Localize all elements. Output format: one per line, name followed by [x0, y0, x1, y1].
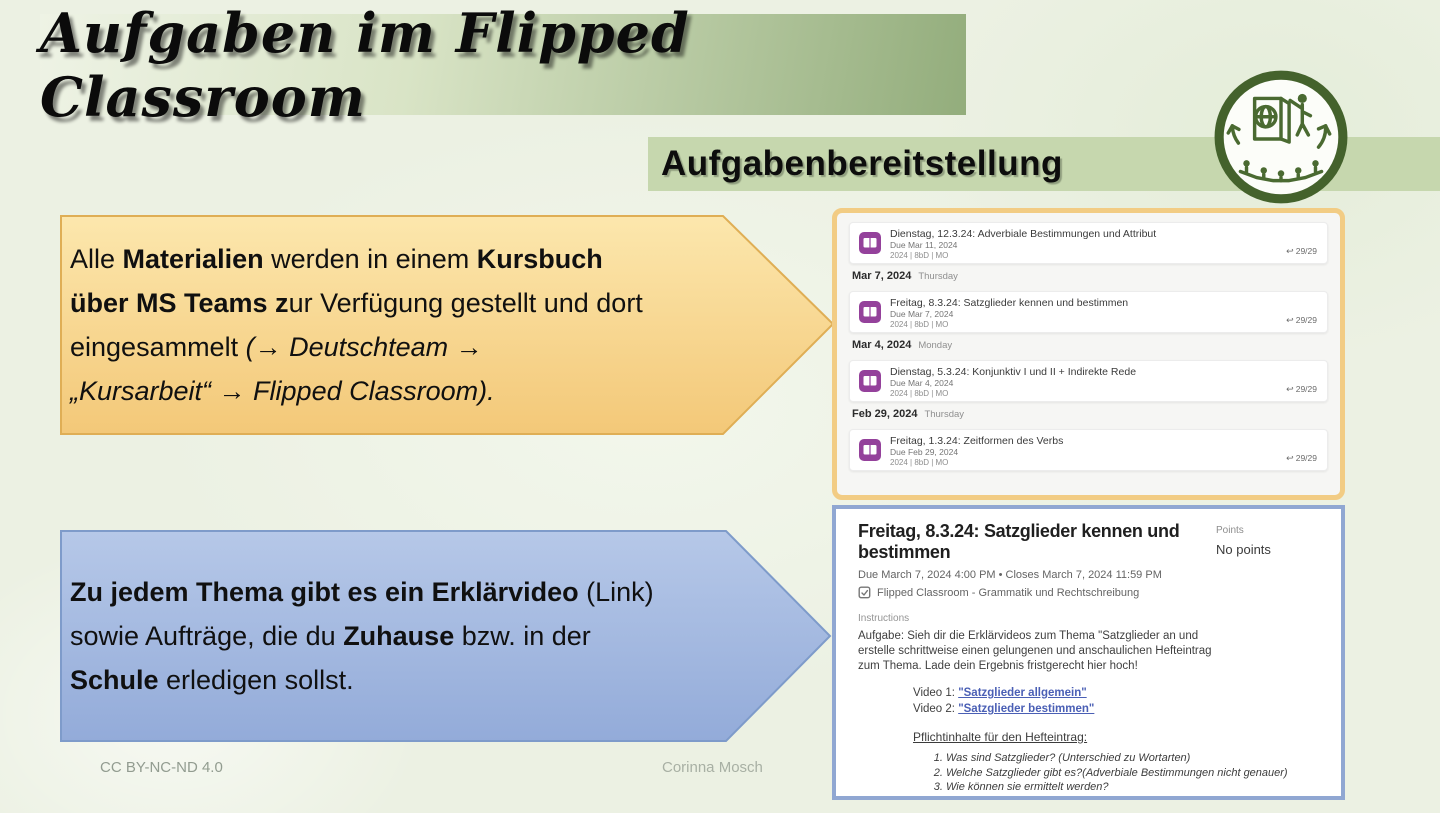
required-item: 2. Welche Satzglieder gibt es?(Adverbiale Bestimmungen nicht genauer) — [946, 766, 1325, 781]
assignment-card[interactable] — [849, 429, 1328, 471]
flipped-classroom-logo — [1210, 66, 1352, 208]
required-item: 3. Wie können sie ermittelt werden? — [946, 780, 1325, 795]
required-item: 1. Was sind Satzglieder? (Unterschied zu Wortarten) — [946, 751, 1325, 766]
instructions-label: Instructions — [858, 613, 910, 624]
assignment-course: 2024 | 8bD | MO — [890, 389, 949, 398]
assignment-title: Dienstag, 5.3.24: Konjunktiv I und II + Indirekte Rede — [890, 366, 1137, 378]
title-banner — [40, 0, 966, 129]
assignment-icon — [859, 370, 881, 392]
turned-in-icon: ↩ — [1286, 384, 1294, 394]
date-group-header: Mar 7, 2024 Thursday — [852, 270, 958, 282]
section-subtitle: Aufgabenbereitstellung — [661, 144, 1063, 183]
video-link-2[interactable]: "Satzglieder bestimmen" — [958, 703, 1095, 715]
assignment-course: 2024 | 8bD | MO — [890, 251, 949, 260]
category-label: Flipped Classroom - Grammatik und Rechtschreibung — [877, 586, 1140, 599]
turned-in-count: ↩ 29/29 — [1286, 246, 1317, 256]
required-content-heading: Pflichtinhalte für den Hefteintrag: — [913, 730, 1088, 744]
assignment-icon — [859, 301, 881, 323]
points-value: No points — [1216, 542, 1271, 557]
video-link-1[interactable]: "Satzglieder allgemein" — [958, 687, 1087, 699]
author-name: Corinna Mosch — [662, 759, 763, 776]
category-icon — [858, 586, 871, 599]
assignment-detail-screenshot — [832, 505, 1345, 800]
materials-callout — [60, 215, 835, 435]
page-title: Aufgaben im Flipped Classroom — [40, 0, 690, 129]
required-content-list — [930, 751, 1325, 795]
teams-assignments-screenshot — [832, 208, 1345, 500]
assignment-icon — [859, 439, 881, 461]
turned-in-icon: ↩ — [1286, 246, 1294, 256]
assignment-icon — [859, 232, 881, 254]
video-callout-text: Zu jedem Thema gibt es ein Erklärvideo (Link) sowie Aufträge, die du Zuhause bzw. in der Schule erledigen sollst. — [70, 577, 654, 695]
points-block — [1216, 525, 1271, 557]
assignment-card[interactable] — [849, 222, 1328, 264]
assignment-title: Dienstag, 12.3.24: Adverbiale Bestimmungen und Attribut — [890, 228, 1157, 240]
video-links — [913, 685, 1325, 717]
assignment-card[interactable] — [849, 291, 1328, 333]
assignment-title: Freitag, 8.3.24: Satzglieder kennen und bestimmen — [890, 297, 1129, 309]
video-line: Video 1: "Satzglieder allgemein" — [913, 687, 1087, 699]
assignment-due: Due Mar 4, 2024 — [890, 378, 954, 388]
date-group-header: Feb 29, 2024 Thursday — [852, 408, 965, 420]
assignment-due: Due Feb 29, 2024 — [890, 447, 959, 457]
assignment-card[interactable] — [849, 360, 1328, 402]
flipped-classroom-logo-icon — [1210, 66, 1352, 208]
instructions-text: Aufgabe: Sieh dir die Erklärvideos zum Thema "Satzglieder an und erstelle schrittweise einen gelungenen und anschaulichen Hefteintrag zum Thema. Lade dein Ergebnis fristgerecht hier hoch! — [858, 630, 1212, 672]
points-label: Points — [1216, 525, 1244, 536]
turned-in-count: ↩ 29/29 — [1286, 453, 1317, 463]
license-text: CC BY-NC-ND 4.0 — [100, 759, 223, 776]
materials-callout-text: Alle Materialien werden in einem Kursbuch über MS Teams zur Verfügung gestellt und dort eingesammelt (→ Deutschteam → „Kursarbeit“ → Flipped Classroom). — [70, 244, 643, 406]
detail-category-line — [858, 586, 1325, 599]
detail-due-line: Due March 7, 2024 4:00 PM • Closes March 7, 2024 11:59 PM — [858, 569, 1162, 581]
turned-in-count: ↩ 29/29 — [1286, 384, 1317, 394]
video-line: Video 2: "Satzglieder bestimmen" — [913, 703, 1095, 715]
detail-title: Freitag, 8.3.24: Satzglieder kennen und bestimmen — [858, 521, 1180, 562]
assignment-due: Due Mar 7, 2024 — [890, 309, 954, 319]
assignment-due: Due Mar 11, 2024 — [890, 240, 958, 250]
turned-in-icon: ↩ — [1286, 315, 1294, 325]
assignment-title: Freitag, 1.3.24: Zeitformen des Verbs — [890, 435, 1064, 447]
assignment-course: 2024 | 8bD | MO — [890, 458, 949, 467]
assignment-course: 2024 | 8bD | MO — [890, 320, 949, 329]
turned-in-count: ↩ 29/29 — [1286, 315, 1317, 325]
turned-in-icon: ↩ — [1286, 453, 1294, 463]
date-group-header: Mar 4, 2024 Monday — [852, 339, 953, 351]
video-callout — [60, 530, 832, 742]
